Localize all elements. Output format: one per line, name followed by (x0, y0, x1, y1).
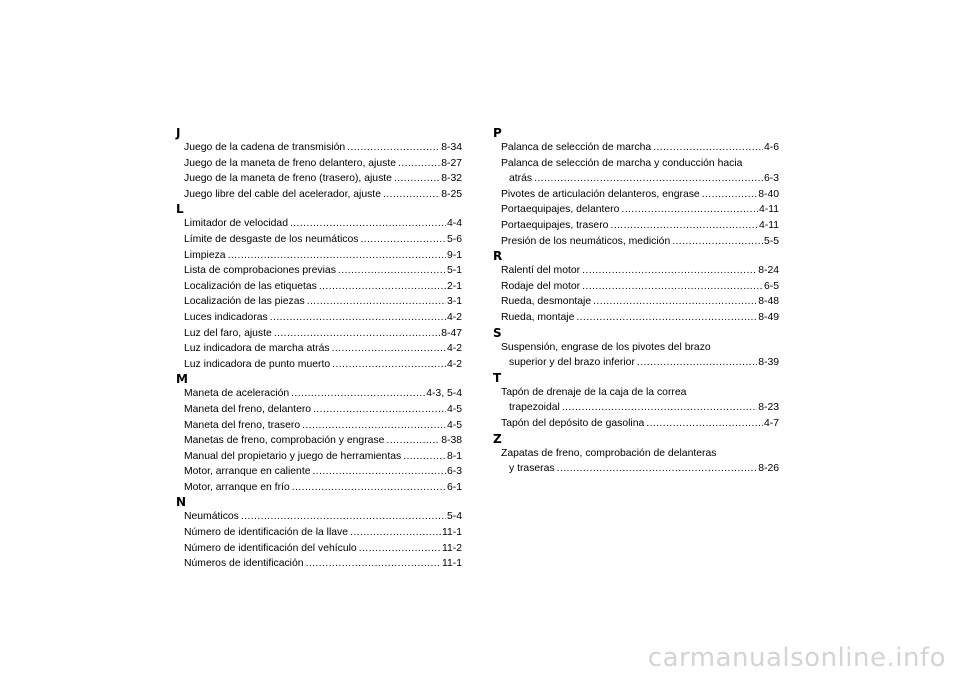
entry-text: Rueda, desmontaje (501, 296, 592, 308)
entry-text: Tapón de drenaje de la caja de la correa (501, 386, 687, 398)
index-entry (174, 449, 462, 465)
dot-leader (582, 279, 763, 295)
entry-text: Rodaje del motor (501, 280, 581, 292)
index-entry (491, 340, 779, 371)
dot-leader (332, 357, 446, 373)
index-entry (174, 541, 462, 557)
index-entry (174, 326, 462, 342)
entry-page: 11-1 (441, 527, 462, 539)
entry-text: Limpieza (184, 249, 226, 261)
index-entry (174, 525, 462, 541)
entry-text: Presión de los neumáticos, medición (501, 235, 671, 247)
dot-leader (228, 248, 446, 264)
entry-text: Luz indicadora de marcha atrás (184, 343, 330, 355)
dot-leader (290, 216, 446, 232)
dot-leader (347, 140, 440, 156)
entry-text: Lista de comprobaciones previas (184, 265, 336, 277)
dot-leader (359, 541, 441, 557)
index-entry (491, 279, 779, 295)
index-entry (174, 556, 462, 572)
index-entry (491, 310, 779, 326)
entry-page: 4-7 (763, 417, 779, 429)
entry-text: Palanca de selección de marcha y conducción hacia (501, 157, 743, 169)
entry-page: 4-2 (446, 343, 462, 355)
index-entry (491, 234, 779, 250)
entry-page: 5-4 (446, 511, 462, 523)
index-entry (491, 263, 779, 279)
dot-leader (646, 416, 763, 432)
entry-text: Motor, arranque en frío (184, 481, 290, 493)
dot-leader (307, 294, 446, 310)
dot-leader (332, 341, 446, 357)
entry-text: Portaequipajes, trasero (501, 219, 609, 231)
entry-text: Limitador de velocidad (184, 218, 288, 230)
entry-page: 4-2 (446, 358, 462, 370)
index-entry (491, 294, 779, 310)
index-entry (174, 386, 462, 402)
dot-leader (610, 218, 758, 234)
dot-leader (360, 232, 446, 248)
index-entry (174, 341, 462, 357)
index-entry (174, 402, 462, 418)
entry-text: Límite de desgaste de los neumáticos (184, 233, 359, 245)
index-entry (174, 171, 462, 187)
entry-page: 11-1 (441, 558, 462, 570)
dot-leader (274, 326, 440, 342)
entry-page: 8-25 (441, 188, 462, 200)
section-letter-z: Z (493, 431, 502, 446)
dot-leader (562, 400, 757, 416)
entry-page: 8-32 (441, 173, 462, 185)
entry-text-continued: superior y del brazo inferior (509, 357, 635, 369)
entry-page: 11-2 (441, 542, 462, 554)
index-entry (174, 433, 462, 449)
index-entry (174, 216, 462, 232)
entry-page: 3-1 (446, 296, 462, 308)
section-letter-m: M (176, 372, 188, 387)
index-entry (174, 480, 462, 496)
entry-text-continued: atrás (509, 173, 533, 185)
entry-text: Ralentí del motor (501, 265, 581, 277)
dot-leader (398, 156, 440, 172)
dot-leader (576, 310, 757, 326)
index-entry (491, 218, 779, 234)
entry-page: 2-1 (446, 280, 462, 292)
entry-text: Manetas de freno, comprobación y engrase (184, 435, 385, 447)
entry-page: 6-5 (763, 280, 779, 292)
entry-text-continued: y traseras (509, 463, 555, 475)
dot-leader (593, 294, 757, 310)
dot-leader (557, 461, 758, 477)
dot-leader (386, 433, 440, 449)
dot-leader (270, 310, 446, 326)
section-letter-p: P (493, 126, 502, 140)
dot-leader (313, 464, 446, 480)
index-entry (491, 446, 779, 477)
entry-text: Localización de las etiquetas (184, 280, 317, 292)
section-letter-s: S (493, 325, 502, 340)
section-letter-j: J (176, 126, 181, 140)
entry-page: 5-5 (763, 235, 779, 247)
entry-page: 8-47 (441, 327, 462, 339)
entry-text: Juego de la maneta de freno (trasero), ajuste (184, 173, 392, 185)
index-column-right (491, 126, 779, 477)
section-letter-n: N (176, 495, 187, 510)
entry-text: Rueda, montaje (501, 311, 575, 323)
entry-page: 4-4 (446, 218, 462, 230)
entry-page: 4-5 (446, 419, 462, 431)
entry-page: 4-3, 5-4 (426, 388, 462, 400)
entry-text: Juego de la cadena de transmisión (184, 142, 346, 153)
dot-leader (534, 171, 763, 187)
dot-leader (241, 509, 446, 525)
entry-text: Tapón del depósito de gasolina (501, 417, 645, 429)
dot-leader (582, 263, 757, 279)
entry-text: Número de identificación del vehículo (184, 542, 357, 554)
dot-leader (621, 202, 758, 218)
entry-text: Neumáticos (184, 511, 239, 523)
entry-page: 5-1 (446, 265, 462, 277)
entry-page: 8-24 (758, 265, 779, 277)
entry-text: Juego de la maneta de freno delantero, ajuste (184, 157, 397, 169)
index-column-left (174, 126, 462, 572)
entry-page: 6-3 (763, 173, 779, 185)
index-entry (491, 156, 779, 187)
watermark: carmanualsonline.info (647, 643, 946, 673)
entry-text: Suspensión, engrase de los pivotes del brazo (501, 341, 711, 353)
entry-page: 4-5 (446, 403, 462, 415)
index-entry (491, 187, 779, 203)
dot-leader (302, 418, 446, 434)
section-letter-r: R (493, 249, 503, 264)
entry-page: 4-11 (758, 204, 779, 216)
dot-leader (383, 187, 440, 203)
entry-text: Manual del propietario y juego de herramientas (184, 450, 402, 462)
index-entry (174, 156, 462, 172)
entry-page: 9-1 (446, 249, 462, 261)
entry-text: Luces indicadoras (184, 311, 268, 323)
entry-page: 8-26 (758, 463, 779, 475)
dot-leader (672, 234, 763, 250)
entry-text: Luz indicadora de punto muerto (184, 358, 331, 370)
section-letter-t: T (493, 370, 502, 385)
entry-text: Luz del faro, ajuste (184, 327, 272, 339)
dot-leader (637, 355, 757, 371)
section-letter-l: L (176, 202, 184, 217)
entry-text: Localización de las piezas (184, 296, 305, 308)
dot-leader (319, 279, 446, 295)
dot-leader (403, 449, 446, 465)
dot-leader (653, 140, 763, 156)
index-entry (174, 279, 462, 295)
dot-leader (313, 402, 446, 418)
index-entry (174, 357, 462, 373)
entry-page: 8-40 (758, 188, 779, 200)
index-entry (491, 202, 779, 218)
entry-text: Maneta del freno, delantero (184, 403, 312, 415)
entry-text: Maneta de aceleración (184, 388, 290, 400)
entry-page: 8-1 (446, 450, 462, 462)
dot-leader (306, 556, 441, 572)
entry-text: Pivotes de articulación delanteros, engrase (501, 188, 700, 200)
index-entry (491, 416, 779, 432)
dot-leader (394, 171, 440, 187)
entry-text: Juego libre del cable del acelerador, ajuste (184, 188, 381, 200)
index-entry (174, 187, 462, 203)
entry-text: Zapatas de freno, comprobación de delanteras (501, 447, 717, 459)
index-entry (174, 294, 462, 310)
index-entry (174, 232, 462, 248)
entry-text: Número de identificación de la llave (184, 527, 349, 539)
entry-page: 8-34 (441, 142, 462, 153)
index-entry (174, 509, 462, 525)
index-entry (174, 464, 462, 480)
entry-text: Maneta del freno, trasero (184, 419, 301, 431)
entry-text-continued: trapezoidal (509, 402, 560, 414)
entry-page: 4-6 (763, 142, 779, 153)
entry-text: Palanca de selección de marcha (501, 142, 652, 153)
index-entry (174, 263, 462, 279)
index-entry (174, 418, 462, 434)
index-entry (174, 140, 462, 156)
entry-page: 8-38 (441, 435, 462, 447)
dot-leader (292, 480, 446, 496)
entry-text: Números de identificación (184, 558, 304, 570)
index-entry (491, 385, 779, 416)
entry-text: Motor, arranque en caliente (184, 466, 311, 478)
entry-page: 4-2 (446, 311, 462, 323)
entry-page: 6-3 (446, 466, 462, 478)
dot-leader (702, 187, 758, 203)
dot-leader (350, 525, 441, 541)
index-entry (174, 248, 462, 264)
entry-page: 8-27 (441, 157, 462, 169)
entry-page: 8-48 (758, 296, 779, 308)
dot-leader (338, 263, 446, 279)
entry-page: 8-23 (758, 402, 779, 414)
entry-text: Portaequipajes, delantero (501, 204, 620, 216)
dot-leader (291, 386, 425, 402)
entry-page: 6-1 (446, 481, 462, 493)
index-entry (174, 310, 462, 326)
entry-page: 4-11 (758, 219, 779, 231)
entry-page: 8-39 (758, 357, 779, 369)
index-entry (491, 140, 779, 156)
entry-page: 8-49 (758, 311, 779, 323)
entry-page: 5-6 (446, 233, 462, 245)
